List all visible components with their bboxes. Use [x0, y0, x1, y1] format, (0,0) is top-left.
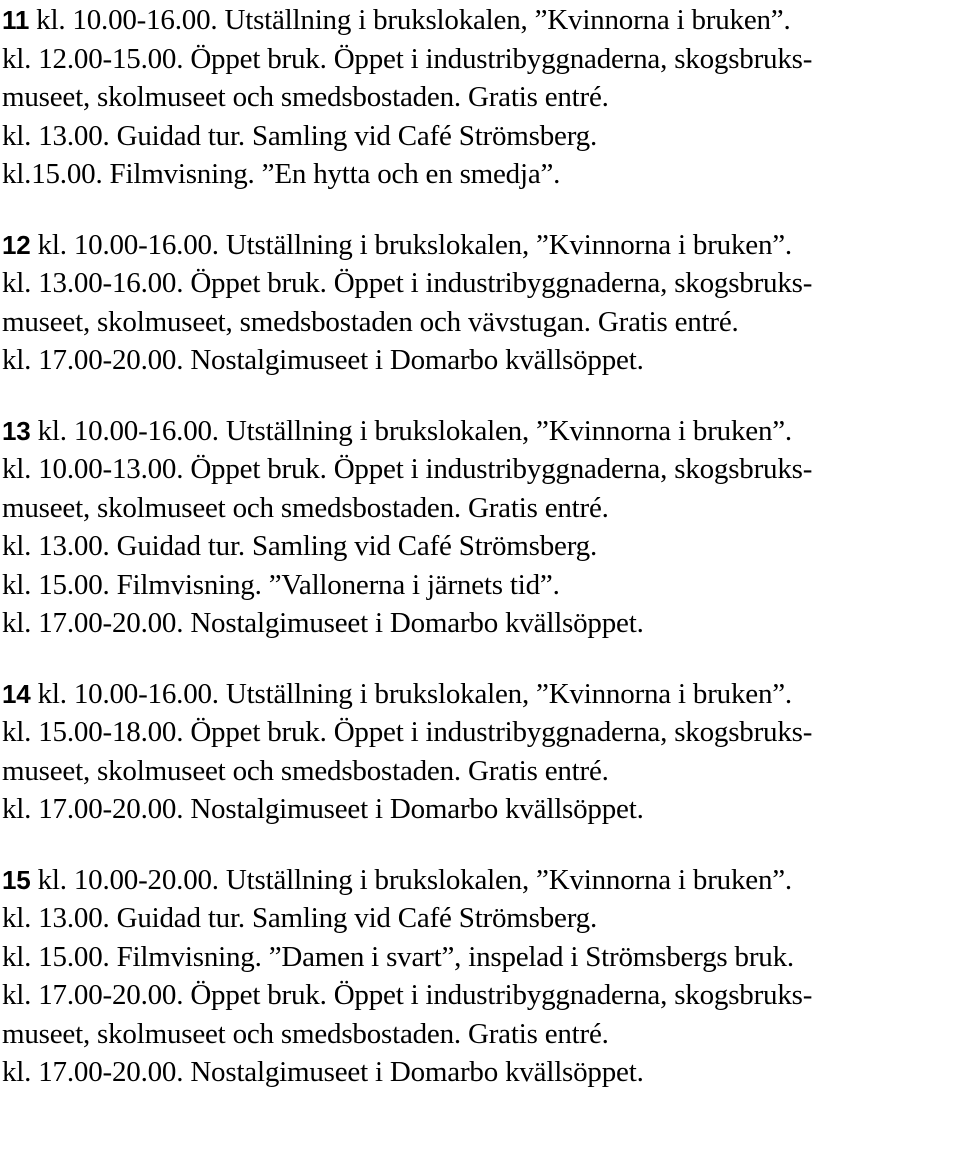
schedule-line: museet, skolmuseet och smedsbostaden. Gratis entré. [2, 81, 609, 113]
day-block-11 [2, 1, 958, 194]
schedule-line: museet, skolmuseet och smedsbostaden. Gratis entré. [2, 1017, 609, 1050]
line-text: kl. 10.00-16.00. Utställning i brukslokalen, ”Kvinnorna i bruken”. [36, 4, 791, 36]
schedule-line [2, 675, 958, 714]
schedule-line: kl. 15.00. Filmvisning. ”Damen i svart”, inspelad i Strömsbergs bruk. [2, 940, 794, 973]
schedule-line: museet, skolmuseet, smedsbostaden och vävstugan. Gratis entré. [2, 305, 739, 338]
schedule-line [2, 412, 958, 451]
day-number: 13 [2, 415, 31, 446]
day-number: 11 [2, 5, 30, 35]
schedule-line: kl. 12.00-15.00. Öppet bruk. Öppet i industribyggnaderna, skogsbruks- [2, 42, 813, 75]
schedule-line: kl.15.00. Filmvisning. ”En hytta och en smedja”. [2, 158, 561, 190]
line-text: kl. 10.00-20.00. Utställning i brukslokalen, ”Kvinnorna i bruken”. [37, 863, 792, 896]
schedule-line: kl. 17.00-20.00. Nostalgimuseet i Domarbo kvällsöppet. [2, 793, 644, 825]
line-text: kl. 10.00-16.00. Utställning i brukslokalen, ”Kvinnorna i bruken”. [37, 414, 792, 447]
day-number: 12 [2, 229, 31, 260]
schedule-document [2, 0, 958, 1124]
day-block-14 [2, 675, 958, 829]
schedule-line: kl. 17.00-20.00. Nostalgimuseet i Domarbo kvällsöppet. [2, 344, 644, 376]
schedule-line: kl. 17.00-20.00. Nostalgimuseet i Domarbo kvällsöppet. [2, 607, 644, 639]
day-block-15 [2, 861, 958, 1092]
day-block-12 [2, 226, 958, 380]
schedule-line: kl. 17.00-20.00. Öppet bruk. Öppet i industribyggnaderna, skogsbruks- [2, 979, 813, 1011]
day-number: 14 [2, 678, 31, 709]
line-text: kl. 10.00-16.00. Utställning i brukslokalen, ”Kvinnorna i bruken”. [37, 677, 792, 710]
schedule-line: kl. 15.00-18.00. Öppet bruk. Öppet i industribyggnaderna, skogsbruks- [2, 716, 813, 748]
schedule-line [2, 861, 958, 900]
schedule-line: kl. 10.00-13.00. Öppet bruk. Öppet i industribyggnaderna, skogsbruks- [2, 453, 813, 485]
day-number: 15 [2, 864, 31, 895]
schedule-line [2, 1, 958, 40]
line-text: kl. 10.00-16.00. Utställning i brukslokalen, ”Kvinnorna i bruken”. [37, 228, 792, 261]
schedule-line [2, 226, 958, 265]
schedule-line: kl. 15.00. Filmvisning. ”Vallonerna i järnets tid”. [2, 568, 560, 601]
schedule-line: kl. 13.00-16.00. Öppet bruk. Öppet i industribyggnaderna, skogsbruks- [2, 267, 813, 299]
schedule-line: kl. 13.00. Guidad tur. Samling vid Café Strömsberg. [2, 530, 598, 562]
schedule-line: museet, skolmuseet och smedsbostaden. Gratis entré. [2, 491, 609, 524]
schedule-line: kl. 13.00. Guidad tur. Samling vid Café Strömsberg. [2, 119, 598, 152]
day-block-13 [2, 412, 958, 643]
schedule-line: kl. 17.00-20.00. Nostalgimuseet i Domarbo kvällsöppet. [2, 1056, 644, 1088]
schedule-line: museet, skolmuseet och smedsbostaden. Gratis entré. [2, 754, 609, 787]
schedule-line: kl. 13.00. Guidad tur. Samling vid Café Strömsberg. [2, 902, 598, 934]
